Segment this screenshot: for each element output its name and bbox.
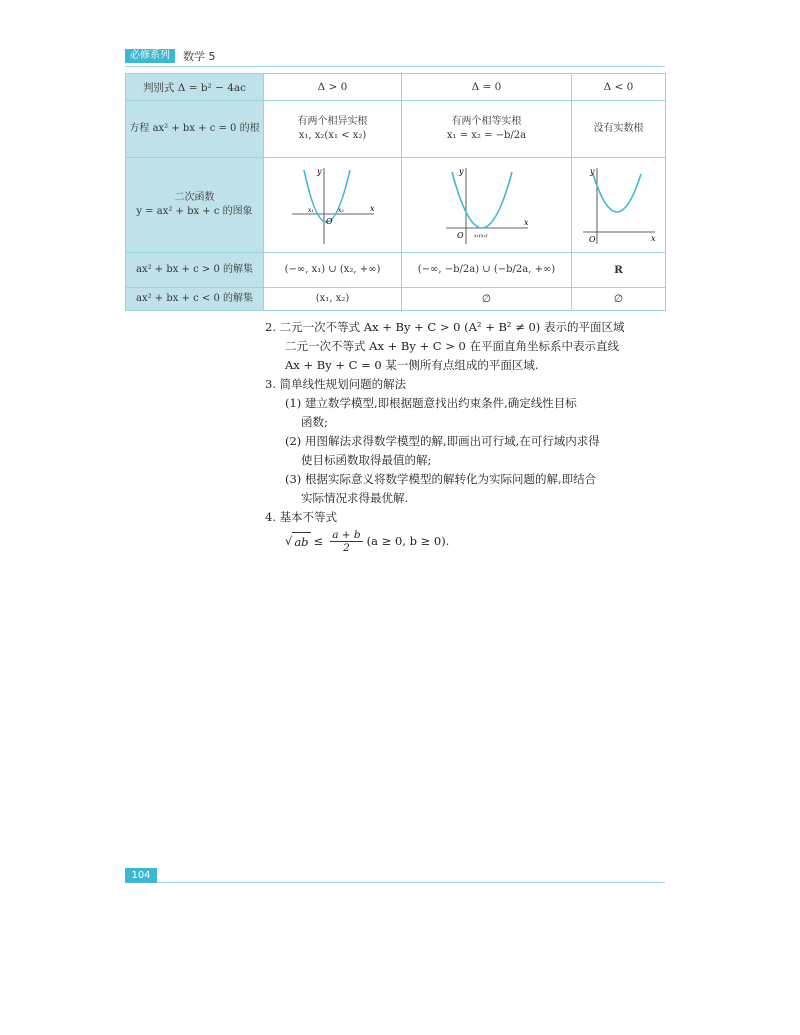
cell-no-real-roots: 没有实数根	[572, 101, 666, 158]
negative-solution-label: ax² + bx + c < 0 的解集	[126, 288, 264, 311]
item-2-text: Ax + By + C = 0 某一侧所有点组成的平面区域.	[285, 358, 539, 372]
table-row	[126, 74, 666, 101]
cell-text: 二次函数	[174, 192, 215, 203]
cell-double-root	[402, 101, 572, 158]
footer-rule	[157, 882, 665, 883]
table-row	[126, 101, 666, 158]
parabola-curve	[593, 174, 641, 212]
table-row	[126, 158, 666, 253]
x-axis-label: x	[523, 218, 529, 227]
header-rule	[125, 66, 665, 67]
cell-two-distinct-roots	[264, 101, 402, 158]
parabola-curve	[452, 172, 512, 228]
item-3-step-2-cont: 使目标函数取得最值的解;	[301, 453, 432, 467]
item-3-step-3: (3) 根据实际意义将数学模型的解转化为实际问题的解,即结合	[285, 472, 597, 486]
parabola-two-roots-graph	[288, 164, 378, 246]
cell-text: 有两个相等实根	[451, 116, 522, 127]
cell-solution-two-roots: (−∞, x₁) ∪ (x₂, +∞)	[264, 253, 402, 288]
positive-solution-label: ax² + bx + c > 0 的解集	[126, 253, 264, 288]
fraction-numerator: a + b	[332, 529, 361, 541]
item-3-title: 3. 简单线性规划问题的解法	[265, 377, 407, 391]
discriminant-label: 判别式 Δ = b² − 4ac	[126, 74, 264, 101]
item-2-title: 2. 二元一次不等式 Ax + By + C > 0 (A² + B² ≠ 0) 表示的平面区域	[265, 320, 625, 334]
cell-text: y = ax² + bx + c 的图象	[136, 206, 253, 217]
running-header	[125, 49, 216, 63]
roots-label: 方程 ax² + bx + c = 0 的根	[126, 101, 264, 158]
item-4-title: 4. 基本不等式	[265, 510, 338, 524]
graph-label	[126, 158, 264, 253]
y-axis-label: y	[458, 167, 464, 176]
item-3-step-1-cont: 函数;	[301, 415, 328, 429]
root-x2-label: x₂	[337, 207, 344, 214]
cell-negative-double-root: ∅	[402, 288, 572, 311]
cell-negative-two-roots: (x₁, x₂)	[264, 288, 402, 311]
cell-solution-double-root: (−∞, −b/2a) ∪ (−b/2a, +∞)	[402, 253, 572, 288]
cell-graph-two-roots	[264, 158, 402, 253]
item-3-step-1: (1) 建立数学模型,即根据题意找出约束条件,确定线性目标	[285, 396, 577, 410]
double-root-label: x₁(x₂)	[473, 233, 488, 239]
basic-inequality-formula	[265, 529, 675, 554]
series-badge: 必修系列	[125, 49, 175, 63]
page-number: 104	[125, 868, 157, 883]
formula-condition: (a ≥ 0, b ≥ 0).	[366, 534, 450, 548]
table-row	[126, 253, 666, 288]
cell-text: x₁ = x₂ = −b/2a	[446, 130, 527, 141]
cell-negative-no-roots: ∅	[572, 288, 666, 311]
y-axis-label: y	[316, 167, 322, 176]
cell-delta-positive: Δ > 0	[264, 74, 402, 101]
cell-graph-double-root	[402, 158, 572, 253]
cell-delta-negative: Δ < 0	[572, 74, 666, 101]
table-row	[126, 288, 666, 311]
item-2-text: 二元一次不等式 Ax + By + C > 0 在平面直角坐标系中表示直线	[285, 339, 620, 353]
parabola-no-roots-graph	[579, 164, 659, 246]
origin-label: O	[588, 235, 596, 244]
summary-table	[125, 73, 665, 308]
root-x1-label: x₁	[307, 207, 314, 214]
sqrt-sign: √	[285, 534, 293, 548]
y-axis-label: y	[589, 167, 595, 176]
x-axis-label: x	[650, 234, 656, 243]
parabola-double-root-graph	[442, 164, 532, 246]
x-axis-label: x	[369, 204, 375, 213]
origin-label: O	[325, 217, 333, 226]
cell-solution-all-reals: R	[572, 253, 666, 288]
book-title: 数学 5	[183, 50, 216, 63]
summary-items	[265, 318, 675, 554]
cell-text: 有两个相异实根	[297, 116, 368, 127]
cell-delta-zero: Δ = 0	[402, 74, 572, 101]
sqrt-radicand: ab	[292, 532, 310, 552]
item-3-step-3-cont: 实际情况求得最优解.	[301, 491, 409, 505]
origin-label: O	[456, 231, 464, 240]
cell-graph-no-roots	[572, 158, 666, 253]
leq-sign: ≤	[313, 534, 324, 548]
fraction-denominator: 2	[343, 542, 350, 554]
fraction	[330, 529, 362, 554]
cell-text: x₁, x₂(x₁ < x₂)	[298, 130, 367, 141]
item-3-step-2: (2) 用图解法求得数学模型的解,即画出可行域,在可行域内求得	[285, 434, 600, 448]
